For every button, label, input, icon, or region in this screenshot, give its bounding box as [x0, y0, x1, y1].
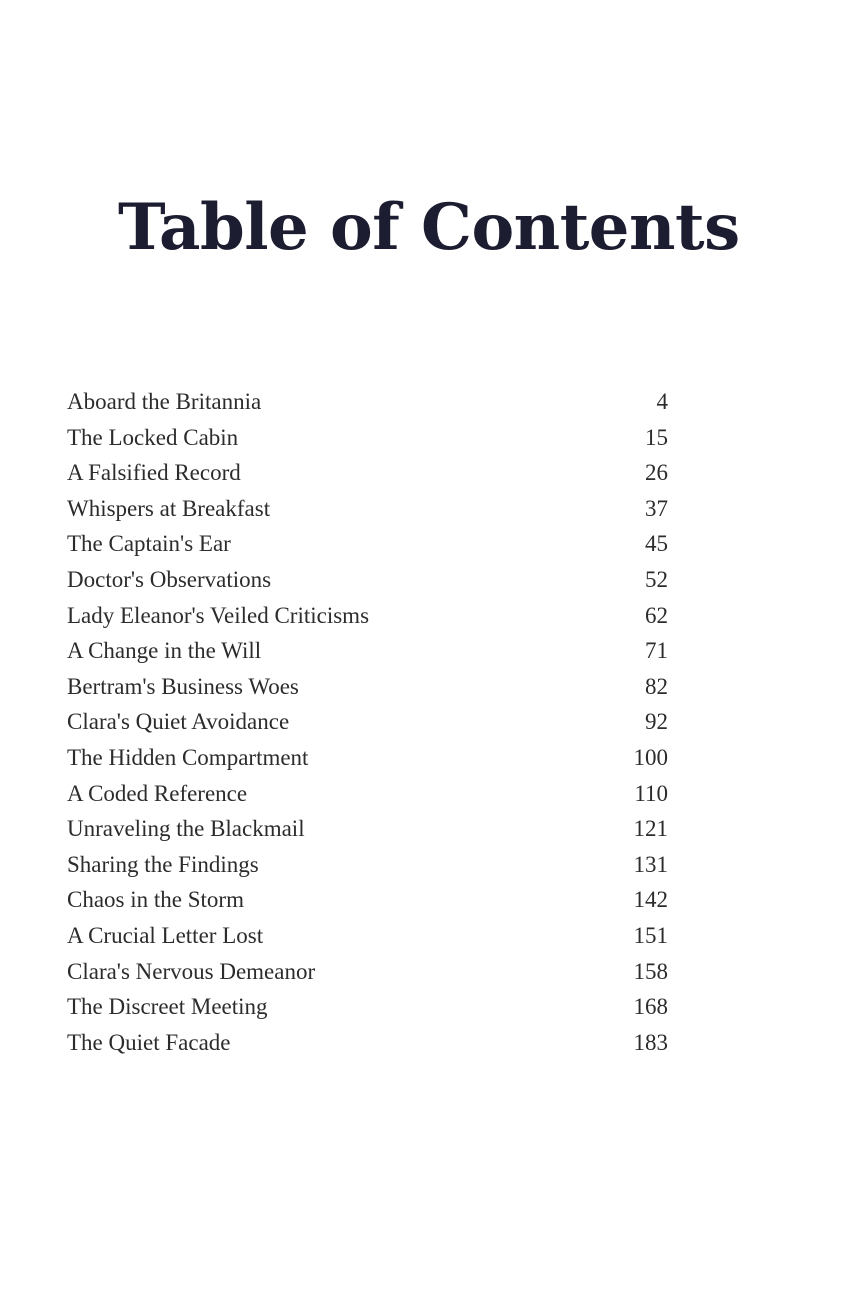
- toc-entry-title: A Change in the Will: [67, 638, 262, 664]
- toc-entry-title: Bertram's Business Woes: [67, 673, 299, 699]
- toc-entry-page-number: 131: [633, 851, 668, 877]
- toc-entry-title: Aboard the Britannia: [67, 389, 262, 414]
- toc-entry: [67, 598, 668, 634]
- toc-entry: [67, 384, 668, 420]
- toc-entry-page-number: 158: [633, 958, 668, 984]
- toc-entry: [67, 954, 668, 990]
- toc-entry-page-number: 183: [633, 1029, 668, 1055]
- toc-entry: [67, 455, 668, 491]
- toc-entry-page-number: 15: [645, 424, 668, 450]
- toc-entry-page-number: 37: [645, 495, 668, 521]
- toc-entry-page-number: 52: [645, 566, 668, 592]
- toc-entry-title: Whispers at Breakfast: [67, 495, 271, 521]
- toc-entry-page-number: 121: [633, 816, 668, 842]
- toc-entry-page-number: 110: [634, 780, 668, 806]
- toc-entry-page-number: 142: [633, 887, 668, 913]
- toc-entry: [67, 989, 668, 1025]
- toc-entry: [67, 491, 668, 527]
- toc-entry-title: Unraveling the Blackmail: [67, 816, 305, 842]
- toc-entry: [67, 740, 668, 776]
- toc-entry-title: The Captain's Ear: [67, 531, 231, 557]
- toc-entry: [67, 1025, 668, 1061]
- toc-entry-title: Sharing the Findings: [67, 851, 259, 877]
- toc-entry-page-number: 4: [656, 389, 668, 414]
- toc-entry-title: Doctor's Observations: [67, 566, 272, 592]
- page-title: Table of Contents: [118, 190, 740, 265]
- toc-entry: [67, 526, 668, 562]
- toc-entry: [67, 847, 668, 883]
- toc-entry-title: The Locked Cabin: [67, 424, 239, 450]
- toc-entry-title: Clara's Quiet Avoidance: [67, 709, 290, 735]
- toc-entry-title: The Discreet Meeting: [67, 994, 268, 1020]
- toc-entry-title: The Hidden Compartment: [67, 744, 309, 770]
- toc-entry: [67, 633, 668, 669]
- toc-entry-title: Clara's Nervous Demeanor: [67, 958, 316, 984]
- toc-entry: [67, 420, 668, 456]
- toc-entry: [67, 918, 668, 954]
- toc-entry-page-number: 71: [645, 638, 668, 664]
- toc-entry-title: A Crucial Letter Lost: [67, 922, 264, 948]
- toc-entry-page-number: 82: [645, 673, 668, 699]
- toc-entry: [67, 704, 668, 740]
- toc-entry: [67, 882, 668, 918]
- toc-list: [67, 384, 668, 1060]
- toc-entry-title: Chaos in the Storm: [67, 887, 244, 913]
- toc-entry-title: The Quiet Facade: [67, 1029, 231, 1055]
- toc-entry-title: Lady Eleanor's Veiled Criticisms: [67, 602, 370, 628]
- toc-entry-page-number: 168: [633, 994, 668, 1020]
- toc-entry-page-number: 26: [645, 460, 668, 486]
- toc-entry-page-number: 151: [633, 922, 668, 948]
- toc-entry: [67, 669, 668, 705]
- toc-entry-title: A Falsified Record: [67, 460, 241, 486]
- toc-entry: [67, 562, 668, 598]
- toc-entry-title: A Coded Reference: [67, 780, 248, 806]
- toc-entry: [67, 811, 668, 847]
- toc-entry: [67, 776, 668, 812]
- toc-entry-page-number: 92: [645, 709, 668, 735]
- toc-entry-page-number: 100: [633, 744, 668, 770]
- toc-entry-page-number: 45: [645, 531, 668, 557]
- toc-entry-page-number: 62: [645, 602, 668, 628]
